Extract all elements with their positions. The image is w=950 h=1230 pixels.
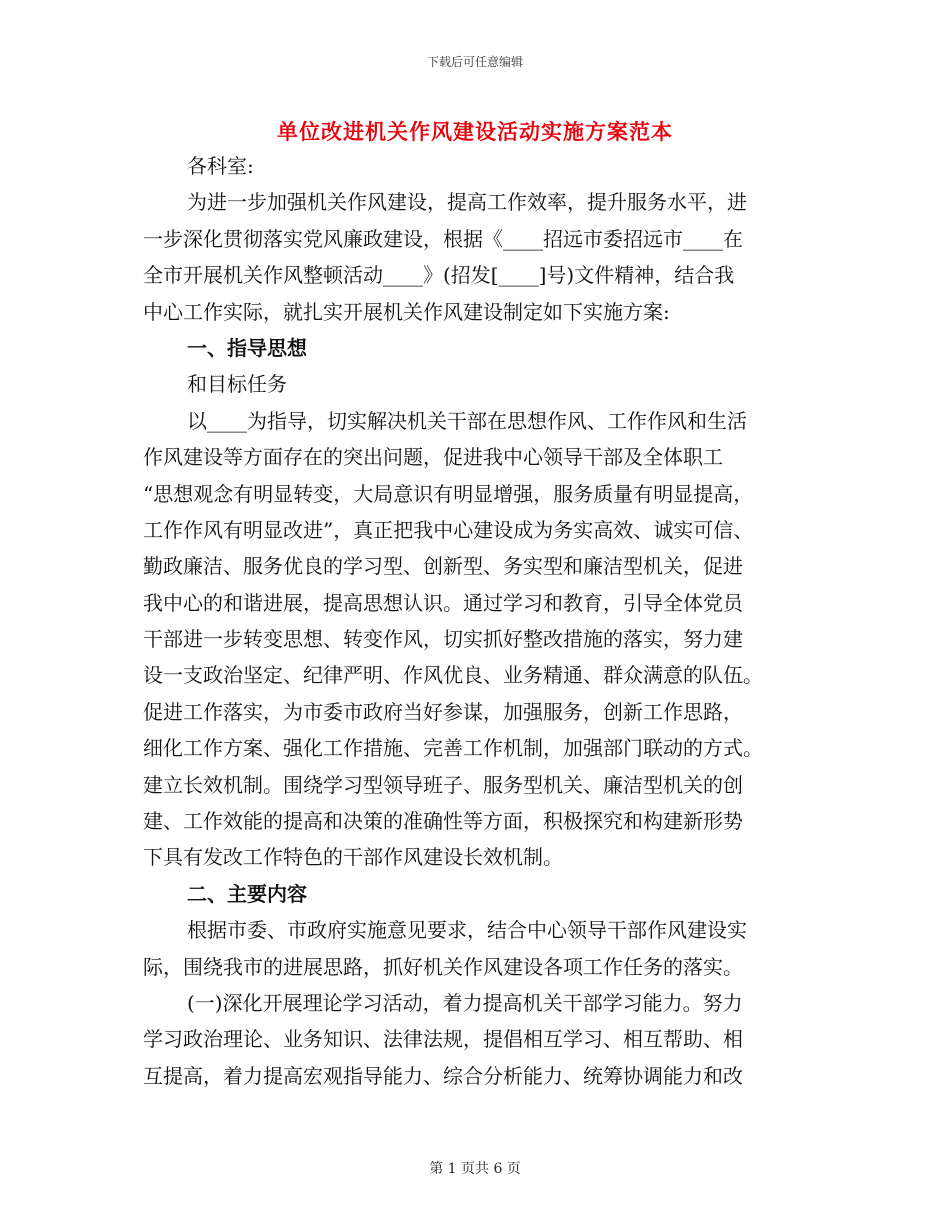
section-heading: 二、主要内容 — [187, 881, 307, 906]
paragraph-line: (一)深化开展理论学习活动，着力提高机关干部学习能力。努力 — [187, 990, 743, 1015]
paragraph-line: 一步深化贯彻落实党风廉政建设，根据《____招远市委招远市____在 — [143, 226, 743, 251]
paragraph-line: 建立长效机制。围绕学习型领导班子、服务型机关、廉洁型机关的创 — [143, 772, 743, 797]
paragraph-line: 促进工作落实，为市委市政府当好参谋，加强服务，创新工作思路， — [143, 699, 743, 724]
paragraph-line: 我中心的和谐进展，提高思想认识。通过学习和教育，引导全体党员 — [143, 590, 743, 615]
paragraph-line: 学习政治理论、业务知识、法律法规，提倡相互学习、相互帮助、相 — [143, 1027, 743, 1052]
document-title: 单位改进机关作风建设活动实施方案范本 — [277, 119, 673, 144]
section-heading: 一、指导思想 — [187, 335, 307, 360]
paragraph-line: 作风建设等方面存在的突出问题，促进我中心领导干部及全体职工 — [143, 445, 723, 470]
paragraph-line: 细化工作方案、强化工作措施、完善工作机制，加强部门联动的方式。 — [143, 736, 763, 761]
document-body — [143, 148, 815, 1094]
page-footer: 第 1 页共 6 页 — [429, 1161, 521, 1177]
paragraph-line: “思想观念有明显转变，大局意识有明显增强，服务质量有明显提高， — [143, 481, 754, 506]
paragraph-line: 全市开展机关作风整顿活动____》(招发[____]号)文件精神，结合我 — [143, 263, 735, 288]
paragraph-line: 根据市委、市政府实施意见要求，结合中心领导干部作风建设实 — [187, 918, 747, 943]
paragraph-line: 下具有发改工作特色的干部作风建设长效机制。 — [143, 845, 563, 870]
paragraph-line: 勤政廉洁、服务优良的学习型、创新型、务实型和廉洁型机关，促进 — [143, 554, 743, 579]
paragraph-line: 干部进一步转变思想、转变作风，切实抓好整改措施的落实，努力建 — [143, 627, 743, 652]
paragraph-line: 各科室: — [187, 154, 254, 178]
header-note: 下载后可任意编辑 — [426, 55, 523, 69]
paragraph-line: 设一支政治坚定、纪律严明、作风优良、业务精通、群众满意的队伍。 — [143, 663, 763, 688]
paragraph-line: 中心工作实际，就扎实开展机关作风建设制定如下实施方案: — [143, 299, 670, 324]
paragraph-line: 互提高，着力提高宏观指导能力、综合分析能力、统筹协调能力和改 — [143, 1063, 743, 1088]
paragraph-line: 以____为指导，切实解决机关干部在思想作风、工作作风和生活 — [187, 408, 747, 433]
paragraph-line: 和目标任务 — [187, 372, 287, 397]
paragraph-line: 为进一步加强机关作风建设，提高工作效率，提升服务水平，进 — [187, 190, 747, 215]
paragraph-line: 际，围绕我市的进展思路，抓好机关作风建设各项工作任务的落实。 — [143, 954, 743, 979]
paragraph-line: 工作作风有明显改进”，真正把我中心建设成为务实高效、诚实可信、 — [143, 517, 754, 542]
paragraph-line: 建、工作效能的提高和决策的准确性等方面，积极探究和构建新形势 — [143, 809, 743, 834]
